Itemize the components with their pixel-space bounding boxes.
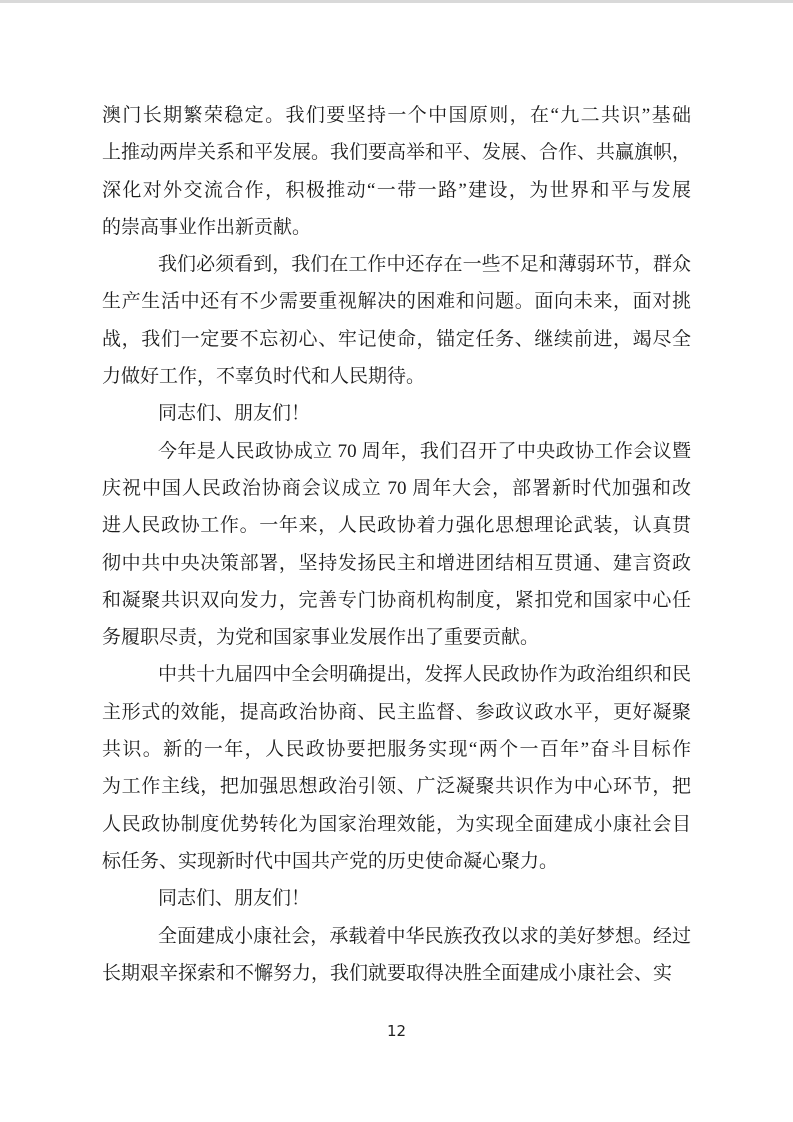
text-line: 澳门长期繁荣稳定。我们要坚持一个中国原则，在“九二共识”基础 [102,105,691,126]
text-line: 生产生活中还有不少需要重视解决的困难和问题。面向未来，面对挑 [102,291,691,313]
text-line: 长期艰辛探索和不懈努力，我们就要取得决胜全面建成小康社会、实 [102,962,673,984]
text-line: 进人民政协工作。一年来，人民政协着力强化思想理论武装，认真贯 [102,515,691,537]
paragraph [102,433,691,657]
text-line: 同志们、朋友们！ [158,403,311,425]
text-line: 标任务、实现新时代中国共产党的历史使命凝心聚力。 [102,850,559,872]
text-line: 和凝聚共识双向发力，完善专门协商机构制度，紧扣党和国家中心任 [102,589,691,611]
text-line: 中共十九届四中全会明确提出，发挥人民政协作为政治组织和民 [158,664,691,686]
text-line: 的崇高事业作出新贡献。 [102,216,312,238]
text-line: 战，我们一定要不忘初心、牢记使命，锚定任务、继续前进，竭尽全 [102,328,691,350]
text-line: 彻中共中央决策部署，坚持发扬民主和增进团结相互贯通、建言资政 [102,552,691,574]
text-line: 深化对外交流合作，积极推动“一带一路”建设，为世界和平与发展 [102,179,691,201]
text-line: 人民政协制度优势转化为国家治理效能，为实现全面建成小康社会目 [102,813,691,835]
page-number: 12 [386,1022,407,1040]
text-line: 我们必须看到，我们在工作中还存在一些不足和薄弱环节，群众 [158,254,691,276]
paragraph [102,97,691,246]
text-line: 庆祝中国人民政治协商会议成立 70 周年大会，部署新时代加强和改 [102,477,691,499]
page-edge-line [0,0,793,3]
text-line: 全面建成小康社会，承载着中华民族孜孜以求的美好梦想。经过 [158,925,691,947]
document-body [102,97,691,992]
text-line: 今年是人民政协成立 70 周年，我们召开了中央政协工作会议暨 [158,440,691,462]
text-line: 上推动两岸关系和平发展。我们要高举和平、发展、合作、共赢旗帜， [102,142,692,164]
paragraph [102,656,691,880]
text-line: 为工作主线，把加强思想政治引领、广泛凝聚共识作为中心环节，把 [102,776,691,798]
paragraph [102,395,691,432]
text-line: 共识。新的一年，人民政协要把服务实现“两个一百年”奋斗目标作 [102,739,691,761]
paragraph [102,246,691,395]
text-line: 力做好工作，不辜负时代和人民期待。 [102,366,426,388]
text-line: 务履职尽责，为党和国家事业发展作出了重要贡献。 [102,627,540,649]
paragraph [102,880,691,917]
text-line: 主形式的效能，提高政治协商、民主监督、参政议政水平，更好凝聚 [102,701,691,723]
text-line: 同志们、朋友们！ [158,888,311,910]
paragraph [102,918,691,993]
